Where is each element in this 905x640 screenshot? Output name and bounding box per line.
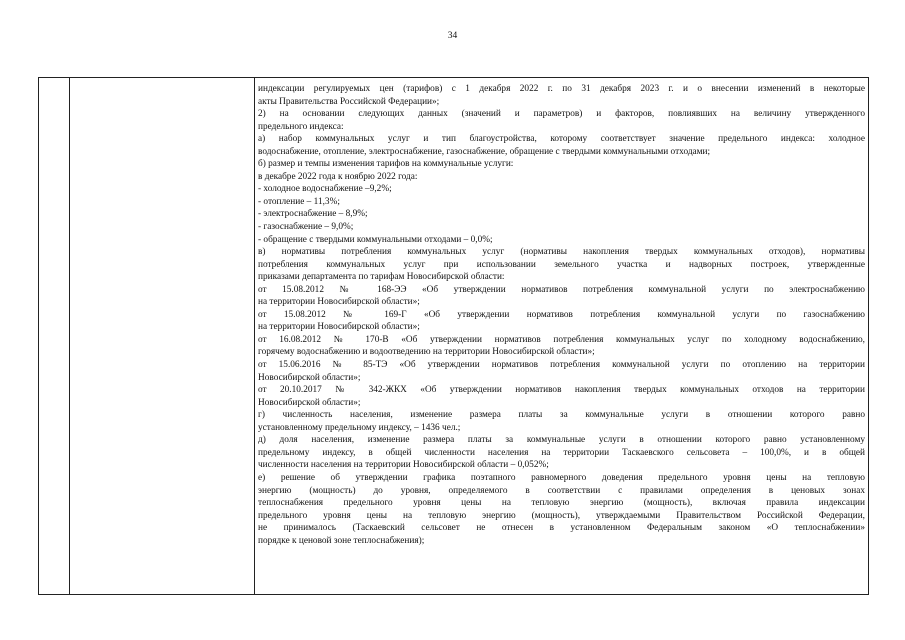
text-line: установленному предельному индексу, – 1436 чел.; xyxy=(258,422,461,433)
column-divider xyxy=(69,78,70,594)
text-line: от 20.10.2017 № 342-ЖКХ «Об утверждении нормативов накопления твердых коммунальных отходов на территории xyxy=(258,385,865,396)
text-line: б) размер и темпы изменения тарифов на коммунальные услуги: xyxy=(258,159,514,170)
text-line: от 15.08.2012 № 168-ЭЭ «Об утверждении нормативов потребления коммунальной услуги по электроснабжению xyxy=(258,284,865,295)
text-line: от 16.08.2012 № 170-В «Об утверждении нормативов потребления коммунальных услуг по холодному водоснабжению, xyxy=(258,334,865,345)
text-line: е) решение об утверждении графика поэтапного равномерного доведения предельного уровня цены на тепловую xyxy=(258,472,865,483)
text-line: горячему водоснабжению и водоотведению на территории Новосибирской области»; xyxy=(258,347,595,358)
text-line: - обращение с твердыми коммунальными отходами – 0,0%; xyxy=(258,234,493,245)
text-line: - газоснабжение – 9,0%; xyxy=(258,222,354,233)
text-line: предельного уровня цены на тепловую энергию (мощность), утверждаемыми Правительством Российской Федерации, xyxy=(258,510,865,521)
text-line: - отопление – 11,3%; xyxy=(258,196,340,207)
text-line: Новосибирской области»; xyxy=(258,397,361,408)
text-line: численности населения на территории Новосибирской области – 0,052%; xyxy=(258,460,549,471)
text-line: 2) на основании следующих данных (значений и параметров) и факторов, повлиявших на величину утвержденного xyxy=(258,109,865,120)
text-line: в декабре 2022 года к ноябрю 2022 года: xyxy=(258,171,418,182)
text-line: предельного индекса: xyxy=(258,121,344,132)
text-line: водоснабжение, отопление, электроснабжение, газоснабжение, обращение с твердыми коммунальными отходами; xyxy=(258,146,711,157)
text-line: не принималось (Таскаевский сельсовет не отнесен в установленном Федеральным законом «О теплоснабжении» xyxy=(258,523,865,534)
text-line: теплоснабжения предельного уровня цены на тепловую энергию (мощность), включая правила индексации xyxy=(258,498,865,509)
column-divider xyxy=(254,78,255,594)
text-line: индексации регулируемых цен (тарифов) с 1 декабря 2022 г. по 31 декабря 2023 г. и о внесении изменений в некоторые xyxy=(258,84,865,94)
text-line: акты Правительства Российской Федерации»; xyxy=(258,96,440,107)
text-line: от 15.08.2012 № 169-Г «Об утверждении нормативов потребления коммунальной услуги по газоснабжению xyxy=(258,309,865,320)
text-line: порядке к ценовой зоне теплоснабжения); xyxy=(258,535,425,546)
text-line: энергию (мощность) до уровня, определяемого в соответствии с правилами определения в ценовых зонах xyxy=(258,485,865,496)
text-line: на территории Новосибирской области»; xyxy=(258,322,420,333)
text-line: от 15.06.2016 № 85-ТЭ «Об утверждении нормативов потребления коммунальной услуги по отоплению на территории xyxy=(258,360,865,371)
text-line: в) нормативы потребления коммунальных услуг (нормативы накопления твердых коммунальных отходов), нормативы xyxy=(258,247,865,258)
text-line: на территории Новосибирской области»; xyxy=(258,297,420,308)
text-line: д) доля населения, изменение размера платы за коммунальные услуги в отношении которого равно установленному xyxy=(258,435,865,446)
text-line: Новосибирской области»; xyxy=(258,372,361,383)
table-cell-text xyxy=(258,83,865,547)
text-line: предельному индексу, в общей численности населения на территории Таскаевского сельсовета – 100,0%, и в общей xyxy=(258,447,865,458)
text-line: г) численность населения, изменение размера платы за коммунальные услуги в отношении которого равно xyxy=(258,410,865,421)
text-line: а) набор коммунальных услуг и тип благоустройства, которому соответствует значение предельного индекса: холодное xyxy=(258,134,865,145)
text-line: потребления коммунальных услуг при использовании земельного участка и надворных построек, утвержденные xyxy=(258,259,865,270)
text-line: - холодное водоснабжение –9,2%; xyxy=(258,184,392,195)
document-table xyxy=(38,77,869,595)
page-number: 34 xyxy=(447,31,458,41)
text-line: приказами департамента по тарифам Новосибирской области: xyxy=(258,272,505,283)
text-line: - электроснабжение – 8,9%; xyxy=(258,209,368,220)
